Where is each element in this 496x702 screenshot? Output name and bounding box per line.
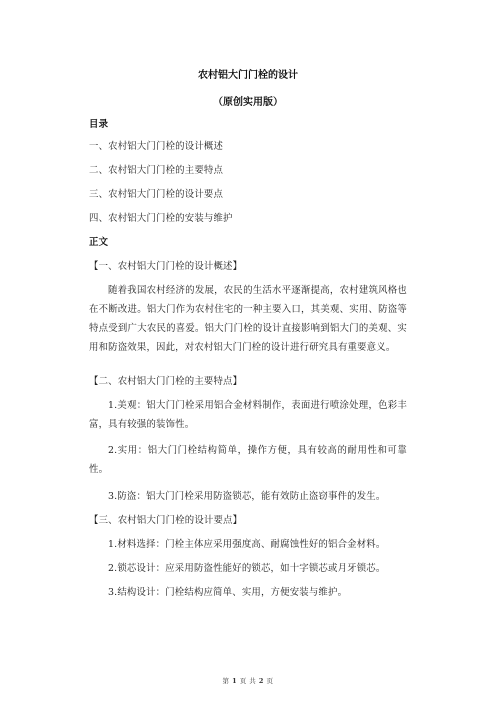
section-3-point-3: 3.结构设计：门栓结构应简单、实用，方便安装与维护。 bbox=[108, 587, 348, 598]
footer-mid: 页 共 bbox=[239, 677, 257, 685]
section-2-point-3: 3.防盗：铝大门门栓采用防盗锁芯，能有效防止盗窃事件的发生。 bbox=[108, 491, 386, 502]
toc-item-3: 三、农村铝大门门栓的设计要点 bbox=[89, 189, 224, 200]
section-3-point-2: 2.锁芯设计：应采用防盗性能好的锁芯，如十字锁芯或月牙锁芯。 bbox=[108, 563, 386, 574]
section-1-heading: 【一、农村铝大门门栓的设计概述】 bbox=[89, 261, 243, 272]
footer-current-page: 1 bbox=[232, 677, 238, 685]
toc-item-4: 四、农村铝大门门栓的安装与维护 bbox=[89, 213, 233, 224]
document-title: 农村铝大门门栓的设计 bbox=[198, 70, 298, 81]
footer-total-pages: 2 bbox=[258, 677, 264, 685]
section-1-paragraph: 随着我国农村经济的发展，农民的生活水平逐渐提高，农村建筑风格也在不断改进。铝大门作为农村住宅的一种主要入口，其美观、实用、防盗等特点受到广大农民的喜爱。铝大门门栓的设计直接影响到铝大门的美观、实用和防盗效果，因此，对农村铝大门门栓的设计进行研究具有重要意义。 bbox=[89, 285, 407, 353]
toc-label: 目录 bbox=[89, 119, 109, 130]
footer-suffix: 页 bbox=[266, 677, 274, 685]
body-label: 正文 bbox=[89, 237, 109, 248]
footer-prefix: 第 bbox=[222, 677, 230, 685]
section-2-point-1: 1.美观：铝大门门栓采用铝合金材料制作，表面进行喷涂处理，色彩丰富，具有较强的装饰性。 bbox=[89, 400, 407, 430]
section-2-heading: 【二、农村铝大门门栓的主要特点】 bbox=[89, 376, 243, 387]
document-subtitle: （原创实用版） bbox=[213, 97, 283, 108]
page-footer bbox=[0, 676, 496, 685]
section-3-point-1: 1.材料选择：门栓主体应采用强度高、耐腐蚀性好的铝合金材料。 bbox=[108, 539, 386, 550]
toc-item-2: 二、农村铝大门门栓的主要特点 bbox=[89, 165, 224, 176]
toc-item-1: 一、农村铝大门门栓的设计概述 bbox=[89, 141, 224, 152]
section-2-point-2: 2.实用：铝大门门栓结构简单，操作方便，具有较高的耐用性和可靠性。 bbox=[89, 445, 407, 475]
section-3-heading: 【三、农村铝大门门栓的设计要点】 bbox=[89, 515, 243, 526]
